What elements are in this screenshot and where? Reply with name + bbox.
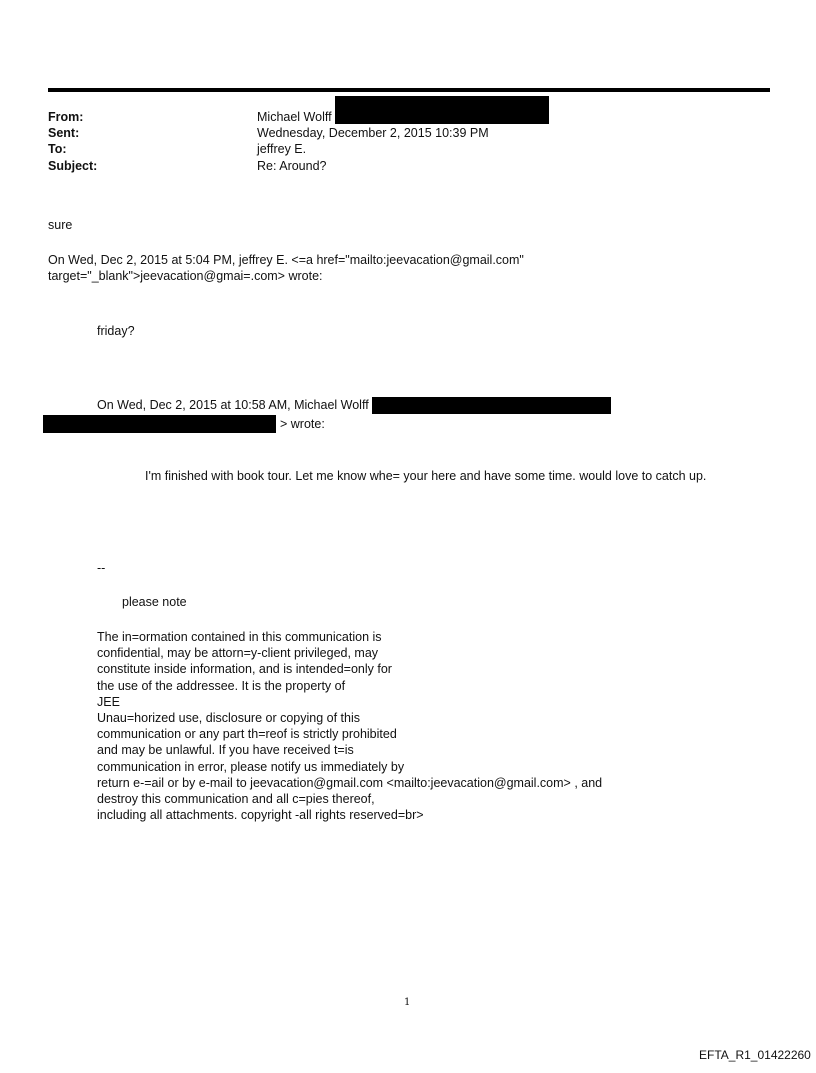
from-row [257, 109, 549, 125]
sent-label: Sent: [48, 126, 80, 140]
from-value: Michael Wolff [257, 110, 332, 124]
disclaimer-line: Unau=horized use, disclosure or copying of this [97, 711, 360, 726]
signature-note: please note [122, 595, 187, 609]
quote1-attribution-cont: target="_blank">jeevacation@gmai=.com> wrote: [48, 269, 323, 283]
redaction [372, 397, 611, 414]
disclaimer-line: communication in error, please notify us immediately by [97, 759, 405, 774]
quote2-attribution-cont: > wrote: [280, 417, 325, 431]
disclaimer-line: constitute inside information, and is intended=only for [97, 662, 392, 677]
disclaimer-line: including all attachments. copyright -all rights reserved=br> [97, 808, 424, 823]
sent-value: Wednesday, December 2, 2015 10:39 PM [257, 126, 489, 140]
disclaimer [97, 629, 602, 823]
quote1-text: friday? [97, 324, 135, 338]
disclaimer-line: return e-=ail or by e-mail to jeevacation@gmail.com <mailto:jeevacation@gmail.com> , and [97, 775, 603, 790]
to-value: jeffrey E. [257, 142, 307, 156]
redaction [335, 96, 549, 124]
disclaimer-line: JEE [97, 694, 120, 709]
quote2-text: I'm finished with book tour. Let me know whe= your here and have some time. would love to catch up. [145, 469, 707, 483]
disclaimer-line: and may be unlawful. If you have received t=is [97, 743, 354, 758]
quote2-attribution: On Wed, Dec 2, 2015 at 10:58 AM, Michael Wolff [97, 398, 369, 412]
signature-separator: -- [97, 561, 106, 575]
disclaimer-line: confidential, may be attorn=y-client privileged, may [97, 646, 379, 661]
redaction [43, 415, 276, 433]
disclaimer-line: the use of the addressee. It is the property of [97, 678, 346, 693]
from-label: From: [48, 110, 84, 124]
quote2-row [97, 397, 611, 414]
reply-text: sure [48, 218, 73, 232]
page-number: 1 [404, 997, 411, 1008]
disclaimer-line: destroy this communication and all c=pies thereof, [97, 792, 375, 807]
header-rule [48, 88, 770, 92]
to-label: To: [48, 142, 67, 156]
subject-value: Re: Around? [257, 159, 327, 173]
document-id: EFTA_R1_01422260 [699, 1048, 811, 1062]
disclaimer-line: communication or any part th=reof is strictly prohibited [97, 727, 397, 742]
quote1-attribution: On Wed, Dec 2, 2015 at 5:04 PM, jeffrey E. <=a href="mailto:jeevacation@gmail.com" [48, 253, 524, 267]
disclaimer-line: The in=ormation contained in this communication is [97, 630, 382, 644]
subject-label: Subject: [48, 159, 98, 173]
